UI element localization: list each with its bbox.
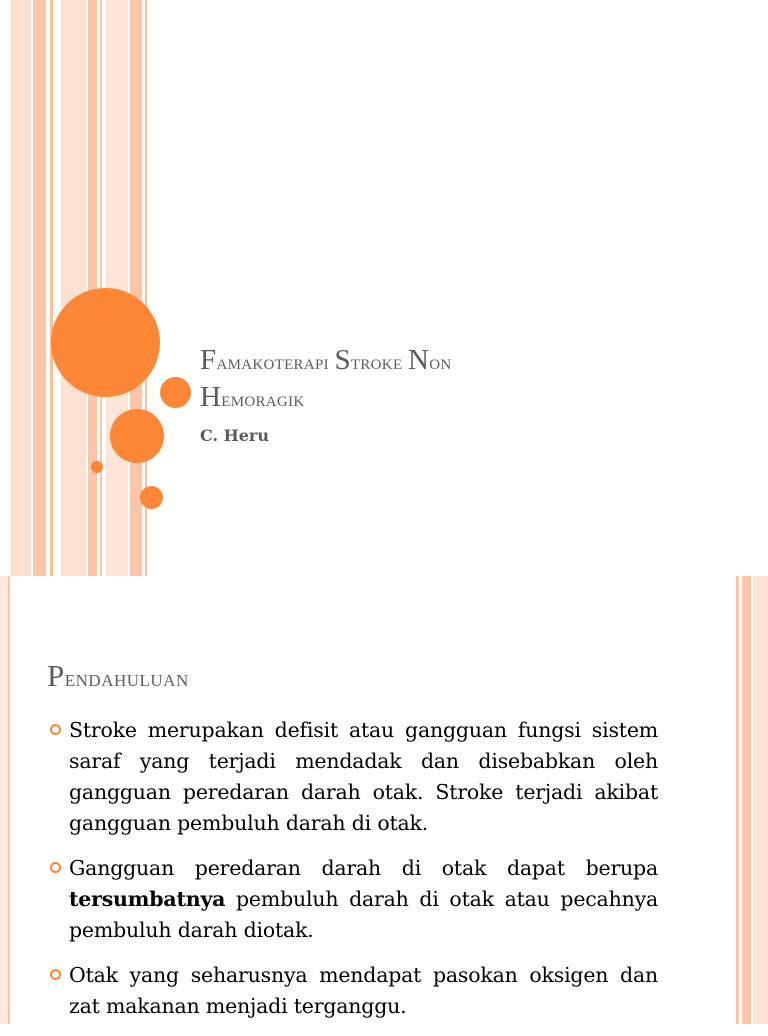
small-circle <box>140 486 163 509</box>
list-item <box>46 960 658 1022</box>
circle-bullet-icon <box>50 862 61 873</box>
circle-bullet-icon <box>50 969 61 980</box>
stripe-thin <box>736 576 739 1024</box>
slide-title <box>200 343 740 417</box>
bullet-text: Stroke merupakan defisit atau gangguan fungsi sistem saraf yang terjadi mendadak dan disebabkan oleh gangguan peredaran darah otak. Stroke terjadi akibat gangguan pembuluh darah di otak. <box>69 718 658 835</box>
large-circle <box>51 288 160 397</box>
stripe-thin <box>50 0 53 576</box>
title-line-1: Famakoterapi Stroke Non <box>200 344 452 376</box>
stripe-edge <box>0 576 8 1024</box>
section-heading: Pendahuluan <box>47 658 189 693</box>
bullet-text-end: pembuluh darah di otak atau pecahnya pembuluh darah diotak. <box>69 887 658 942</box>
list-item <box>46 715 658 839</box>
stripe-medium <box>742 576 751 1024</box>
tiny-circle <box>91 461 103 473</box>
title-line-2: Hemoragik <box>200 381 305 413</box>
bullet-text <box>69 853 658 946</box>
small-circle <box>160 377 191 408</box>
stripe-light <box>11 0 31 576</box>
stripe-medium <box>130 0 142 576</box>
bullet-text: Otak yang seharusnya mendapat pasokan oksigen dan zat makanan menjadi terganggu. <box>69 963 658 1018</box>
stripe-medium <box>33 0 46 576</box>
stripe-light <box>61 0 86 576</box>
bullet-text-bold: tersumbatnya <box>69 887 226 911</box>
list-item <box>46 853 658 946</box>
bullet-text-start: Gangguan peredaran darah di otak dapat berupa <box>69 856 658 880</box>
circle-bullet-icon <box>50 724 61 735</box>
medium-circle <box>110 409 164 463</box>
stripe-thin <box>8 576 10 1024</box>
stripe-light <box>753 576 768 1024</box>
bullet-list <box>46 715 658 1036</box>
author-name: C. Heru <box>200 426 269 445</box>
